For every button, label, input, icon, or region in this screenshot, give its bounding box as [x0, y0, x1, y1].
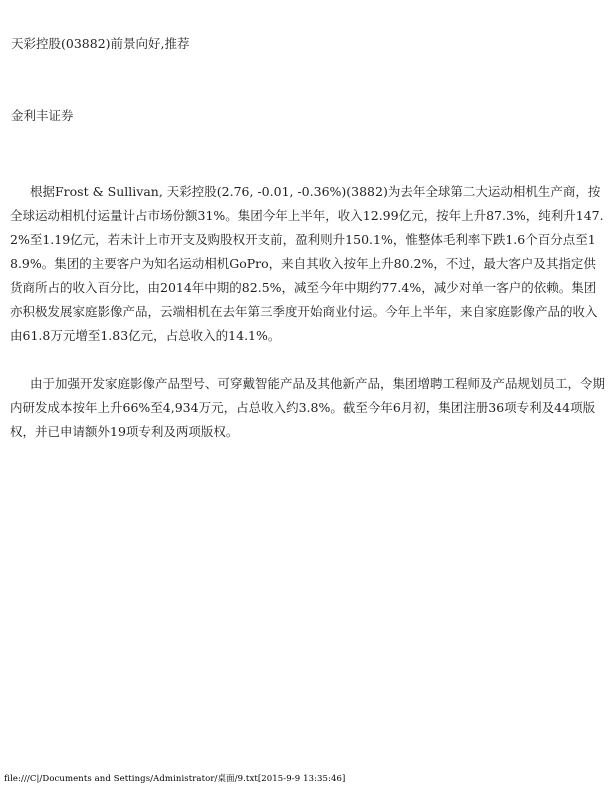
- document-title: 天彩控股(03882)前景向好,推荐: [11, 36, 190, 51]
- body-paragraph-1: 根据Frost & Sullivan, 天彩控股(2.76, -0.01, -0.36%)(3882)为去年全球第二大运动相机生产商，按全球运动相机付运量计占市场份额31%。集团今年上半年，收入12.99亿元，按年上升87.3%，纯利升147.2%至1.19亿元，若未计上市开支及购股权开支前，盈利则升150.1%，惟整体毛利率下跌1.6个百分点至18.9%。集团的主要客户为知名运动相机GoPro，来自其收入按年上升80.2%，不过，最大客户及其指定供货商所占的收入百分比，由2014年中期的82.5%，减至今年中期约77.4%，减少对单一客户的依赖。集团亦积极发展家庭影像产品，云端相机在去年第三季度开始商业付运。今年上半年，来自家庭影像产品的收入由61.8万元增至1.83亿元，占总收入的14.1%。: [10, 184, 604, 343]
- broker-name: 金利丰证券: [11, 108, 74, 123]
- print-footer-file-path: file:///C|/Documents and Settings/Administrator/桌面/9.txt[2015-9-9 13:35:46]: [4, 774, 346, 784]
- body-paragraph-2: 由于加强开发家庭影像产品型号、可穿戴智能产品及其他新产品，集团增聘工程师及产品规划员工，令期内研发成本按年上升66%至4,934万元，占总收入约3.8%。截至今年6月初，集团注册36项专利及44项版权，并已申请额外19项专利及两项版权。: [10, 376, 606, 439]
